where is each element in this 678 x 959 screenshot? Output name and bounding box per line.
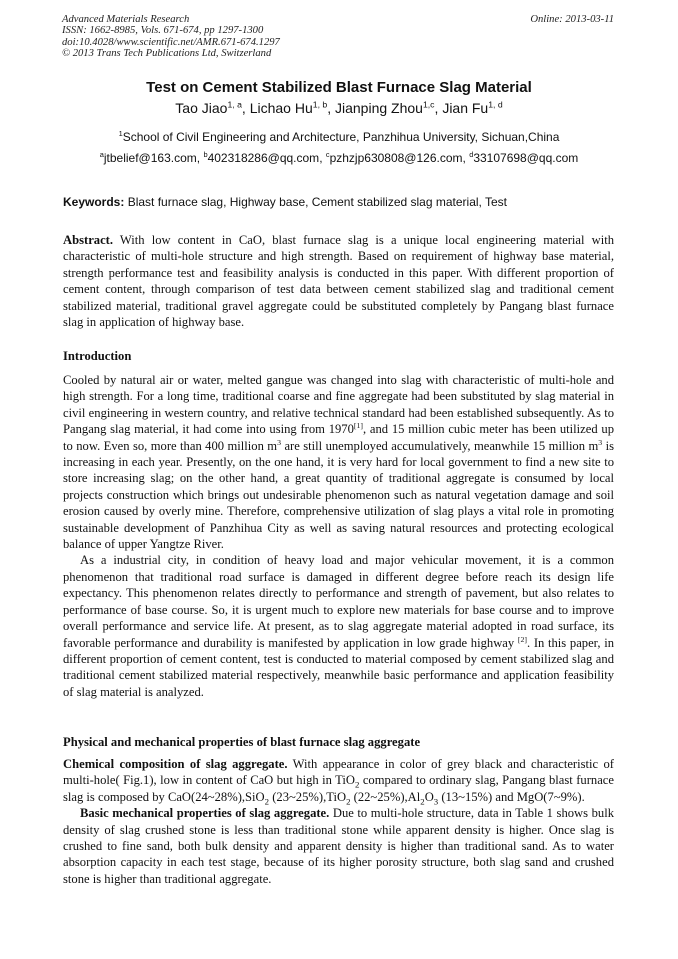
paragraph: Chemical composition of slag aggregate. With appearance in color of grey black and characteristic of multi-hole( Fig.1), low in content of CaO but high in TiO$_2$ compared to ordinary slag, Pangang blast furnace slag is composed by CaO(24~28%),SiO$_2$ (23~25%),TiO$_2$ $(22\sim 25\%),Al_2O_3$ (13~15%) and MgO(7~9%).: [63, 757, 614, 807]
author-affil-mark: 1, b: [312, 99, 328, 110]
email-link[interactable]: pzhzjp630808@126.com: [329, 151, 463, 165]
journal-header: [62, 14, 280, 59]
introduction-body: [63, 372, 614, 700]
abstract-label: Abstract.: [63, 233, 114, 247]
affiliation: [0, 130, 678, 144]
affil-text: School of Civil Engineering and Architecture, Panzhihua University, Sichuan,China: [122, 130, 560, 144]
author-name: Lichao Hu: [249, 100, 313, 116]
citation-ref[interactable]: [2]: [517, 634, 527, 644]
citation-ref[interactable]: [1]: [353, 421, 363, 431]
email-list: $^a$jtbelief@163.com, $^b$402318286@qq.com, $^c$pzhzjp630808@126.com, $^d$33107698@qq.com: [99, 150, 579, 165]
email-link[interactable]: 402318286@qq.com: [207, 151, 320, 165]
paragraph: As a industrial city, in condition of heavy load and major vehicular movement, it is a common phenomenon that traditional road surface is damaged in different degree before reach its design life expectancy. This phenomenon relates directly to performance and strength of pavement, but also relates to performance of base course. So, it is urgent much to explore new materials for base course and to improve overall performance and service life. At present, as to slag aggregate material adopted in road surface, its favorable performance and durability is manifested by application in low grade highway [2]. In this paper, in different proportion of cement content, test is conducted to material composed by cement stabilized slag and traditional cement stabilized material respectively, meanwhile basic performance and application feasibility of slag material is analyzed.: [63, 553, 615, 699]
email-mark: b: [203, 150, 208, 159]
abstract-text: With low content in CaO, blast furnace slag is a unique local engineering material with characteristic of multi-hole structure and high strength. Based on requirement of highway base material, strength performance test and feasibility analysis is conducted in this paper. With different proportion of cement content, through comparison of test data between cement stabilized slag and traditional cement stabilized material, traditional gravel aggregate could be substituted completely by Pangang blast furnace slag in application of highway base.: [63, 233, 614, 330]
paragraph: Basic mechanical properties of slag aggregate. Due to multi-hole structure, data in Table 1 shows bulk density of slag crushed stone is less than traditional stone while apparent density is higher. Once slag is crushed to fine sand, both bulk density and apparent density is higher than traditional sand. As to water absorption capacity in each test stage, because of its higher porosity structure, both slag sand and crushed stone is higher than traditional aggregate.: [63, 806, 614, 886]
keywords: [63, 195, 623, 209]
subsection-label: Basic mechanical properties of slag aggregate.: [80, 806, 330, 821]
online-date: Online: 2013-03-11: [530, 14, 614, 25]
author-name: Tao Jiao: [175, 100, 228, 116]
author-name: Jian Fu: [442, 100, 489, 116]
subsection-label: Chemical composition of slag aggregate.: [63, 757, 288, 771]
email-link[interactable]: jtbelief@163.com: [103, 151, 197, 165]
author-list: Tao Jiao$^{1, a}$, Lichao Hu$^{1, b}$, Jianping Zhou$^{1,c}$, Jian Fu$^{1, d}$: [175, 99, 503, 116]
copyright-line: © 2013 Trans Tech Publications Ltd, Switzerland: [62, 47, 272, 59]
paragraph: Cooled by natural air or water, melted gangue was changed into slag with characteristic of multi-hole and high strength. For a long time, traditional coarse and fine aggregate had been substituted by slag material in civil engineering in western country, and relative technical standard had been established subsequently. As to Pangang slag material, it had come into using from 1970[1], and 15 million cubic meter has been utilized up to now. Even so, more than 400 million $m^3$ are still unemployed accumulatively, meanwhile 15 million $m^3$ is increasing in each year. Presently, on the one hand, it is very hard for local government to find a new site to store increasing slag; on the other hand, a great quantity of traditional aggregate is consumed by local projects construction which brings out undesirable phenomenon such as natural vegetation damage and soil erosion caused by overly mine. Therefore, comprehensive utilization of slag plays a vital role in promoting sustainable development of Panzhihua City as well as saving natural resources and protecting ecological balance of upper Yangtze River.: [63, 373, 615, 552]
author-affil-mark: 1,c: [422, 99, 435, 110]
email-link[interactable]: 33107698@qq.com: [473, 151, 579, 165]
properties-body: [63, 756, 614, 887]
section-heading-introduction: Introduction: [63, 349, 132, 363]
affil-mark: 1: [118, 129, 123, 138]
keywords-label: Keywords:: [63, 195, 125, 209]
abstract: [63, 232, 614, 330]
author-name: Jianping Zhou: [335, 100, 423, 116]
paper-title: Test on Cement Stabilized Blast Furnace Slag Material: [146, 79, 532, 96]
keywords-text: Blast furnace slag, Highway base, Cement stabilized slag material, Test: [127, 195, 507, 209]
email-mark: d: [469, 150, 474, 159]
issn-line: ISSN: 1662-8985, Vols. 671-674, pp 1297-1300: [62, 25, 264, 37]
journal-name: Advanced Materials Research: [62, 14, 190, 25]
section-heading-properties: Physical and mechanical properties of blast furnace slag aggregate: [63, 735, 421, 749]
author-affil-mark: 1, a: [227, 99, 242, 110]
doi-line: doi:10.4028/www.scientific.net/AMR.671-674.1297: [62, 36, 280, 48]
email-mark: c: [325, 150, 330, 159]
author-affil-mark: 1, d: [488, 99, 503, 110]
email-mark: a: [99, 150, 104, 159]
